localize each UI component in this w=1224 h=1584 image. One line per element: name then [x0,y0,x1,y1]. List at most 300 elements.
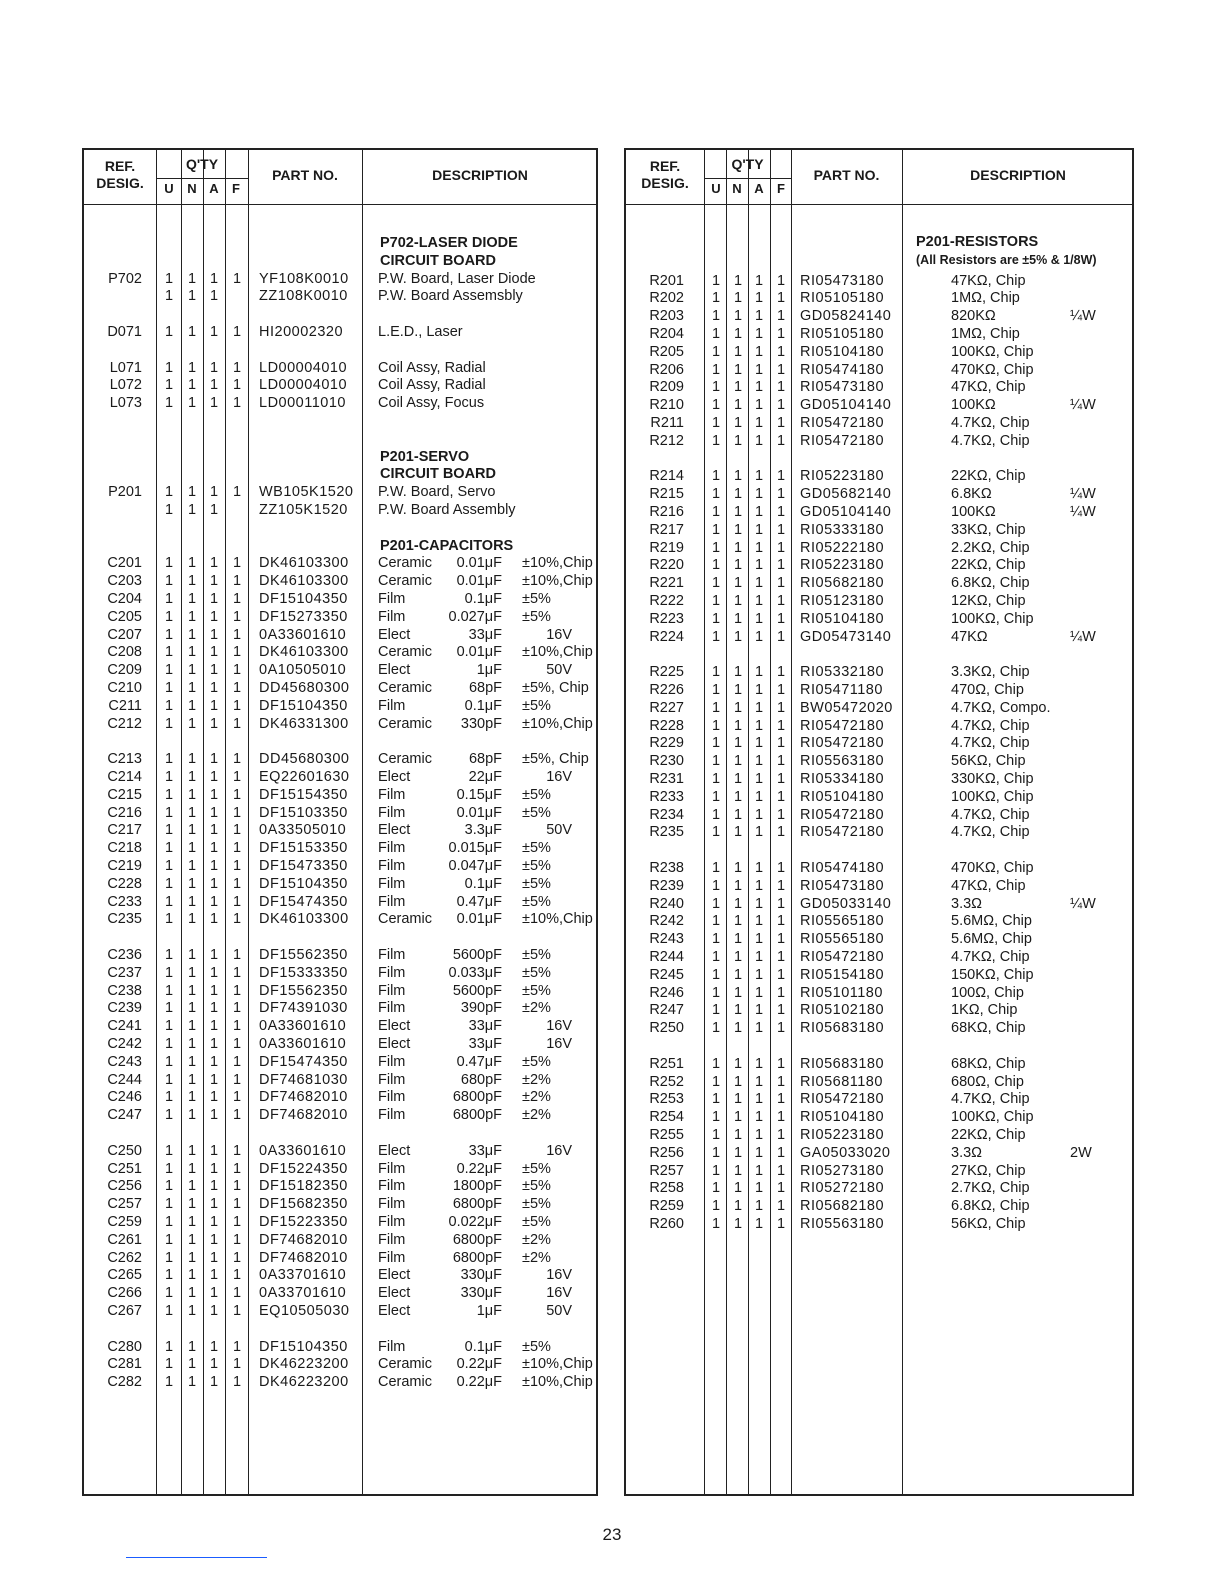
parts-row [626,557,1132,575]
qty-u: 1 [711,1198,721,1215]
part-number: DF74682010 [259,1231,348,1248]
parts-row [626,290,1132,308]
resistor-value: 56KΩ, Chip [951,1216,1026,1232]
part-number: RI05683180 [800,1020,885,1037]
qty-u: 1 [164,1053,174,1070]
component-tolerance: ±5% [522,608,551,625]
component-type: Ceramic [378,715,432,732]
component-value: 0.01μF [456,804,502,821]
qty-a: 1 [209,1089,219,1106]
qty-a: 1 [754,949,764,965]
component-type: Ceramic [378,555,432,572]
qty-a: 1 [209,982,219,999]
qty-n: 1 [187,1214,197,1230]
qty-f: 1 [776,486,786,503]
part-number: DF15104350 [259,591,348,607]
parts-row [626,824,1132,842]
qty-u: 1 [164,893,174,910]
parts-row [626,1109,1132,1127]
component-tolerance: ±5% [522,1214,551,1230]
parts-row [626,1002,1132,1020]
resistor-value: 100KΩ, Chip [951,610,1034,627]
component-value: 330μF [460,1285,502,1302]
qty-u: 1 [711,308,721,325]
ref-designator: C236 [107,947,142,963]
part-number: 0A33505010 [259,822,347,839]
qty-n: 1 [733,949,743,965]
ref-designator: C261 [107,1231,142,1248]
qty-n: 1 [187,377,197,394]
qty-n: 1 [187,270,197,287]
part-number: RI05105180 [800,326,885,342]
part-number: RI05123180 [800,593,885,609]
qty-n: 1 [733,397,743,414]
qty-a: 1 [754,913,764,930]
qty-u: 1 [711,824,721,841]
ref-designator: R226 [649,682,684,698]
component-type: Film [378,786,406,803]
part-number: RI05563180 [800,753,885,770]
resistor-value: 5.6MΩ, Chip [951,931,1032,948]
qty-a: 1 [754,717,764,734]
component-type: Film [378,875,406,892]
parts-row [626,522,1132,540]
qty-a: 1 [754,361,764,378]
parts-row [84,591,596,609]
ref-designator: C219 [107,858,142,874]
component-type: Film [378,1214,406,1230]
ref-designator: R230 [649,753,684,770]
parts-row [84,805,596,823]
qty-u: 1 [711,913,721,930]
parts-row [84,1232,596,1250]
qty-n: 1 [733,699,743,716]
parts-table-left [82,148,598,1496]
parts-row [626,629,1132,647]
part-number: DF74391030 [259,1000,348,1017]
parts-row [626,575,1132,593]
part-number: RI05472180 [800,415,885,431]
component-type: Film [378,982,406,999]
component-tolerance: 16V [546,769,572,785]
qty-subheader-divider [704,178,791,179]
parts-row [84,1036,596,1054]
qty-f: 1 [776,290,786,307]
part-number: GD05473140 [800,628,892,645]
qty-a: 1 [754,806,764,823]
parts-row [626,967,1132,985]
qty-n: 1 [187,715,197,732]
qty-a: 1 [754,1055,764,1072]
qty-n: 1 [733,1073,743,1090]
qty-u: 1 [164,644,174,661]
ref-designator: R239 [649,877,684,894]
ref-designator: R205 [649,343,684,360]
ref-designator: C244 [107,1071,142,1088]
qty-u: 1 [164,1303,174,1319]
component-type: Ceramic [378,680,432,696]
section-title: CIRCUIT BOARD [380,466,496,483]
qty-f: 1 [776,895,786,912]
part-number: RI05472180 [800,432,885,449]
resistor-value: 6.8KΩ [951,486,992,503]
section-title: P201-CAPACITORS [380,537,514,554]
qty-n: 1 [187,911,197,928]
part-number: DF15474350 [259,893,348,910]
resistor-value: 6.8KΩ, Chip [951,1198,1030,1215]
qty-f: 1 [232,644,242,661]
resistor-value: 47KΩ, Chip [951,379,1026,396]
part-number: YF108K0010 [259,270,349,287]
qty-n: 1 [733,1180,743,1197]
ref-designator: C203 [107,573,142,590]
part-number: DK46223200 [259,1374,349,1391]
qty-f: 1 [232,1160,242,1177]
component-type: Ceramic [378,573,432,590]
qty-n: 1 [187,1303,197,1319]
qty-a: 1 [209,591,219,607]
qty-u: 1 [711,877,721,894]
qty-f: 1 [776,593,786,609]
qty-f: 1 [232,947,242,963]
qty-u: 1 [711,771,721,787]
part-description: P.W. Board Assembly [378,502,516,518]
component-type: Elect [378,1036,411,1052]
ref-designator: R245 [649,966,684,983]
part-number: DF15474350 [259,1053,348,1070]
part-number: DF15333350 [259,964,348,981]
qty-f: 1 [776,771,786,787]
ref-designator: C266 [107,1285,142,1302]
qty-n: 1 [187,1374,197,1391]
qty-u: 1 [711,1216,721,1232]
wattage: ¼W [1070,486,1096,503]
parts-row [626,468,1132,486]
qty-a: 1 [754,432,764,449]
component-type: Film [378,840,406,857]
qty-a: 1 [754,539,764,556]
part-number: ZZ108K0010 [259,288,348,305]
qty-u: 1 [164,1338,174,1355]
qty-f: 1 [232,270,242,287]
resistor-value: 5.6MΩ, Chip [951,913,1032,930]
component-type: Film [378,1071,406,1088]
component-tolerance: ±5% [522,1196,551,1213]
qty-n: 1 [733,504,743,520]
qty-f: 1 [776,788,786,805]
resistor-value: 27KΩ, Chip [951,1162,1026,1179]
qty-f: 1 [232,1089,242,1106]
qty-u: 1 [711,806,721,823]
qty-u: 1 [711,290,721,307]
parts-row [84,1072,596,1090]
component-value: 0.01μF [456,555,502,572]
qty-n: 1 [733,877,743,894]
qty-u: 1 [164,626,174,643]
ref-designator: C251 [107,1160,142,1177]
part-number: DF15104350 [259,1338,348,1355]
qty-f: 1 [776,913,786,930]
qty-a: 1 [209,555,219,572]
qty-u: 1 [164,1000,174,1017]
part-number: HI20002320 [259,324,344,340]
qty-f: 1 [776,610,786,627]
qty-a: 1 [754,486,764,503]
component-tolerance: ±10%,Chip [522,555,593,572]
part-number: DF74682010 [259,1249,348,1266]
qty-f: 1 [232,1267,242,1284]
qty-n: 1 [187,288,197,305]
qty-u: 1 [711,949,721,965]
resistor-value: 4.7KΩ, Chip [951,415,1030,431]
component-type: Film [378,964,406,981]
component-value: 0.015μF [448,840,502,857]
qty-a: 1 [209,662,219,679]
resistor-value: 150KΩ, Chip [951,966,1034,983]
qty-n: 1 [733,1144,743,1161]
qty-f: 1 [232,555,242,572]
qty-f: 1 [232,626,242,643]
qty-a: 1 [754,1180,764,1197]
parts-row [84,1267,596,1285]
qty-a: 1 [209,395,219,412]
qty-f: 1 [776,860,786,876]
qty-f: 1 [232,662,242,679]
qty-u: 1 [711,966,721,983]
qty-a: 1 [209,804,219,821]
ref-designator: C241 [107,1018,142,1035]
qty-n: 1 [733,735,743,752]
qty-n: 1 [733,308,743,325]
qty-n: 1 [187,1089,197,1106]
part-number: 0A33701610 [259,1267,347,1284]
qty-n: 1 [733,682,743,698]
qty-n: 1 [733,539,743,556]
part-number: RI05154180 [800,966,885,983]
component-tolerance: ±2% [522,1107,551,1124]
qty-u: 1 [164,1231,174,1248]
qty-a: 1 [754,1109,764,1126]
qty-f: 1 [232,1356,242,1373]
component-value: 6800pF [452,1249,502,1266]
parts-row [84,911,596,929]
part-number: GD05104140 [800,504,892,520]
parts-row [626,397,1132,415]
qty-u: 1 [711,1073,721,1090]
qty-n: 1 [733,1055,743,1072]
qty-f: 1 [232,608,242,625]
qty-a: 1 [754,824,764,841]
qty-n: 1 [187,1285,197,1302]
qty-u: 1 [164,715,174,732]
component-value: 68pF [468,680,502,696]
component-type: Film [378,1338,406,1355]
component-type: Film [378,1249,406,1266]
qty-a: 1 [754,415,764,431]
qty-u: 1 [711,984,721,1001]
component-value: 0.1μF [464,697,502,714]
part-number: GD05033140 [800,895,892,912]
qty-f: 1 [232,804,242,821]
qty-f: 1 [232,1214,242,1230]
qty-f: 1 [232,1303,242,1319]
qty-n: 1 [187,1036,197,1052]
ref-designator: R216 [649,504,684,520]
qty-n: 1 [733,931,743,948]
ref-designator: R206 [649,361,684,378]
qty-n: 1 [187,502,197,518]
qty-u: 1 [711,788,721,805]
ref-designator: R220 [649,557,684,574]
parts-row [84,769,596,787]
qty-f: 1 [232,1000,242,1017]
qty-n: 1 [187,769,197,785]
parts-row [84,609,596,627]
parts-row [626,1198,1132,1216]
ref-designator: R219 [649,539,684,556]
qty-a: 1 [209,1018,219,1035]
qty-f: 1 [232,1285,242,1302]
ref-designator: R201 [649,272,684,289]
ref-designator: R215 [649,486,684,503]
qty-f: 1 [776,877,786,894]
qty-u: 1 [711,1144,721,1161]
part-number: RI05222180 [800,539,885,556]
ref-designator: C239 [107,1000,142,1017]
part-number: DF15153350 [259,840,348,857]
component-type: Elect [378,1142,411,1159]
ref-designator: C280 [107,1338,142,1355]
qty-u: 1 [164,1356,174,1373]
part-number: RI05472180 [800,949,885,965]
qty-n: 1 [187,822,197,839]
qty-u: 1 [164,324,174,340]
qty-a: 1 [754,326,764,342]
qty-a: 1 [209,715,219,732]
part-number: DF15154350 [259,786,348,803]
qty-a: 1 [754,610,764,627]
resistor-value: 4.7KΩ, Chip [951,717,1030,734]
component-type: Film [378,893,406,910]
part-number: DK46103300 [259,644,349,661]
qty-f: 1 [232,1231,242,1248]
qty-a: 1 [754,1073,764,1090]
qty-a: 1 [209,1338,219,1355]
qty-n: 1 [733,415,743,431]
parts-row [84,1143,596,1161]
qty-f: 1 [776,272,786,289]
qty-f: 1 [232,982,242,999]
part-number: 0A33601610 [259,1018,347,1035]
ref-designator: C211 [108,697,142,714]
component-type: Film [378,947,406,963]
ref-designator: C201 [107,555,142,572]
qty-a: 1 [209,377,219,394]
section-title: P201-SERVO [380,448,470,465]
qty-a: 1 [754,860,764,876]
component-value: 6800pF [452,1107,502,1124]
parts-row [626,789,1132,807]
qty-f: 1 [776,699,786,716]
parts-row [626,344,1132,362]
qty-a: 1 [209,1178,219,1195]
part-number: RI05471180 [800,682,883,698]
ref-designator: R227 [649,699,684,716]
qty-u: 1 [164,270,174,287]
qty-a: 1 [754,931,764,948]
qty-a: 1 [754,308,764,325]
ref-designator: C205 [107,608,142,625]
parts-row [84,1356,596,1374]
parts-row [626,433,1132,451]
resistor-value: 22KΩ, Chip [951,468,1026,485]
ref-designator: R244 [649,949,684,965]
qty-u: 1 [164,395,174,412]
qty-a: 1 [209,769,219,785]
qty-n: 1 [733,860,743,876]
qty-f: 1 [232,573,242,590]
component-tolerance: ±5% [522,982,551,999]
parts-row [626,504,1132,522]
qty-a: 1 [209,822,219,839]
qty-f: 1 [776,468,786,485]
parts-row [84,573,596,591]
component-tolerance: ±2% [522,1231,551,1248]
part-number: DF74682010 [259,1107,348,1124]
qty-n: 1 [187,786,197,803]
ref-designator: R214 [649,468,684,485]
component-tolerance: 50V [546,822,572,839]
qty-a: 1 [754,895,764,912]
resistor-value: 100KΩ, Chip [951,788,1034,805]
parts-row [84,840,596,858]
ref-designator: C217 [107,822,142,839]
qty-u: 1 [711,468,721,485]
part-number: RI05223180 [800,468,885,485]
resistor-value: 4.7KΩ, Chip [951,432,1030,449]
qty-n: 1 [733,575,743,592]
ref-designator: C257 [107,1196,142,1213]
qty-n: 1 [733,343,743,360]
part-number: RI05104180 [800,610,885,627]
component-tolerance: ±10%,Chip [522,573,593,590]
parts-row [626,1163,1132,1181]
qty-u: 1 [164,377,174,394]
wattage: 2W [1070,1144,1092,1161]
qty-f: 1 [776,326,786,342]
qty-n: 1 [733,521,743,538]
qty-a: 1 [754,877,764,894]
parts-row [626,1091,1132,1109]
resistor-value: 1MΩ, Chip [951,290,1020,307]
qty-f: 1 [232,1142,242,1159]
parts-row [84,644,596,662]
parts-row [84,965,596,983]
ref-designator: C208 [107,644,142,661]
qty-u: 1 [164,858,174,874]
qty-n: 1 [187,1160,197,1177]
ref-designator: R221 [649,575,684,592]
qty-n: 1 [733,610,743,627]
component-type: Elect [378,769,411,785]
parts-row [84,1214,596,1232]
resistor-value: 100KΩ, Chip [951,343,1034,360]
qty-n: 1 [187,858,197,874]
qty-n: 1 [733,628,743,645]
resistor-value: 100KΩ [951,397,996,414]
resistor-value: 4.7KΩ, Chip [951,949,1030,965]
ref-designator: R259 [649,1198,684,1215]
